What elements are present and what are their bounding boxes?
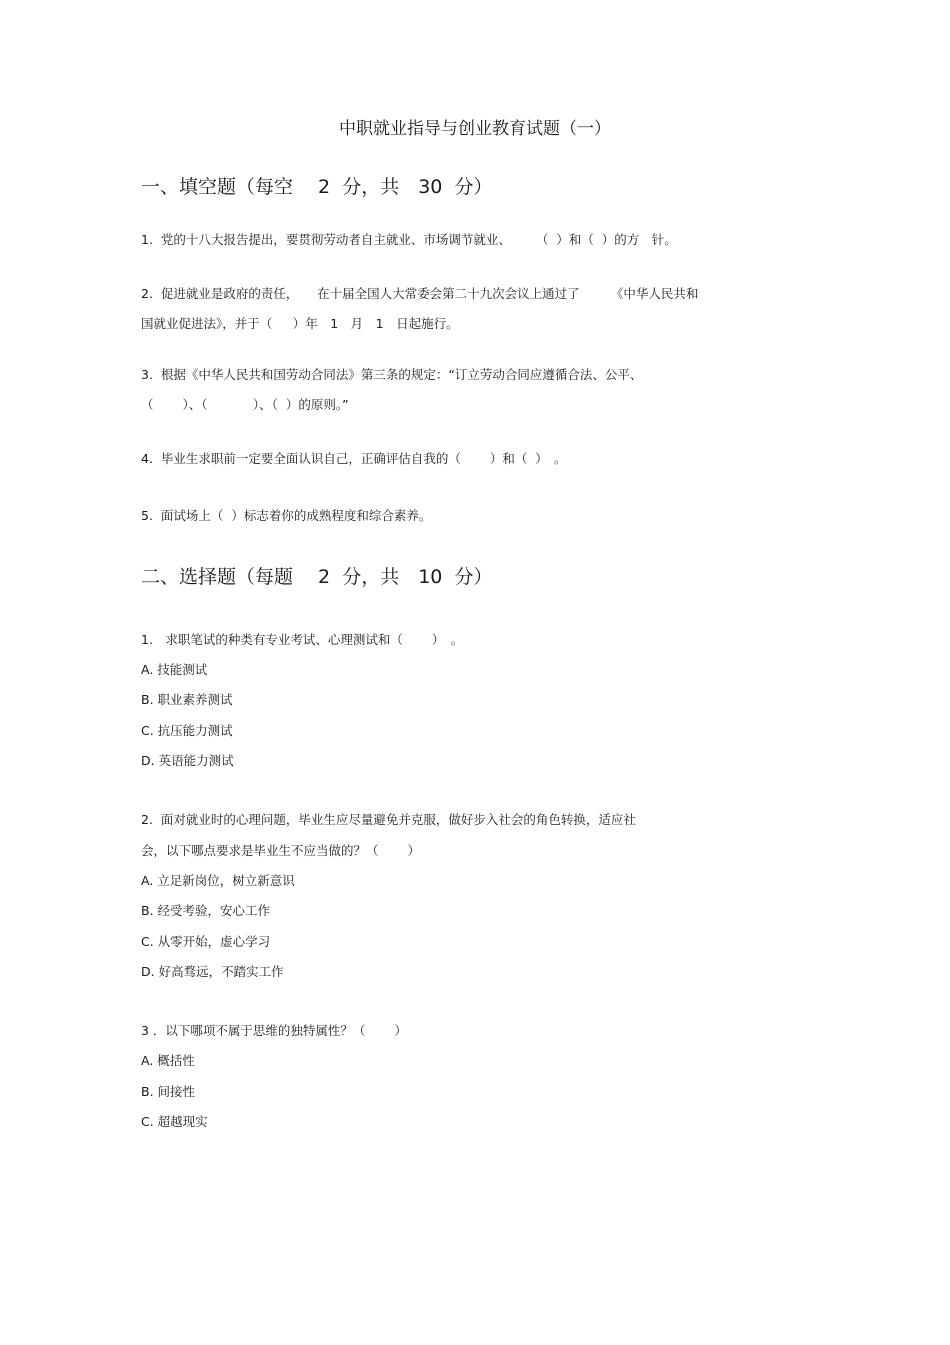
choice-1-option-b: B. 职业素养测试: [141, 692, 233, 707]
choice-question-3: 3 ．以下哪项不属于思维的独特属性？（ ）: [141, 1023, 407, 1038]
choice-1-option-a: A. 技能测试: [141, 662, 208, 677]
fill-question-5: 5. 面试场上（ ）标志着你的成熟程度和综合素养。: [141, 508, 432, 523]
choice-2-option-a: A. 立足新岗位，树立新意识: [141, 873, 295, 888]
choice-2-option-d: D. 好高骛远，不踏实工作: [141, 964, 284, 979]
choice-question-1: 1. 求职笔试的种类有专业考试、心理测试和（ ） 。: [141, 632, 464, 647]
choice-2-option-b: B. 经受考验，安心工作: [141, 903, 271, 918]
section-choice-heading: 二、选择题（每题 2 分，共 10 分）: [141, 566, 493, 588]
choice-1-option-d: D. 英语能力测试: [141, 753, 234, 768]
fill-question-1: 1. 党的十八大报告提出，要贯彻劳动者自主就业、市场调节就业、 （ ）和（ ）的方 针。: [141, 232, 677, 247]
choice-3-option-c: C. 超越现实: [141, 1114, 208, 1129]
choice-3-option-b: B. 间接性: [141, 1084, 196, 1099]
fill-question-4: 4. 毕业生求职前一定要全面认识自己，正确评估自我的（ ）和（ ） 。: [141, 451, 567, 466]
fill-question-3-line-2: （ ）、（ ）、（ ）的原则。”: [141, 397, 349, 412]
choice-3-option-a: A. 概括性: [141, 1053, 195, 1068]
choice-2-option-c: C. 从零开始，虚心学习: [141, 934, 271, 949]
document-title: 中职就业指导与创业教育试题（一）: [339, 119, 611, 139]
choice-question-2-line-2: 会，以下哪点要求是毕业生不应当做的？（ ）: [141, 843, 420, 858]
choice-question-2-line-1: 2. 面对就业时的心理问题，毕业生应尽量避免并克服，做好步入社会的角色转换，适应社: [141, 812, 636, 827]
fill-question-2-line-1: 2. 促进就业是政府的责任， 在十届全国人大常委会第二十九次会议上通过了 《中华人民共和: [141, 286, 699, 301]
choice-1-option-c: C. 抗压能力测试: [141, 723, 233, 738]
fill-question-2-line-2: 国就业促进法》，并于（ ）年 1 月 1 日起施行。: [141, 316, 459, 331]
fill-question-3-line-1: 3. 根据《中华人民共和国劳动合同法》第三条的规定：“订立劳动合同应遵循合法、公平、: [141, 367, 643, 382]
section-fill-in-heading: 一、填空题（每空 2 分，共 30 分）: [141, 176, 493, 198]
